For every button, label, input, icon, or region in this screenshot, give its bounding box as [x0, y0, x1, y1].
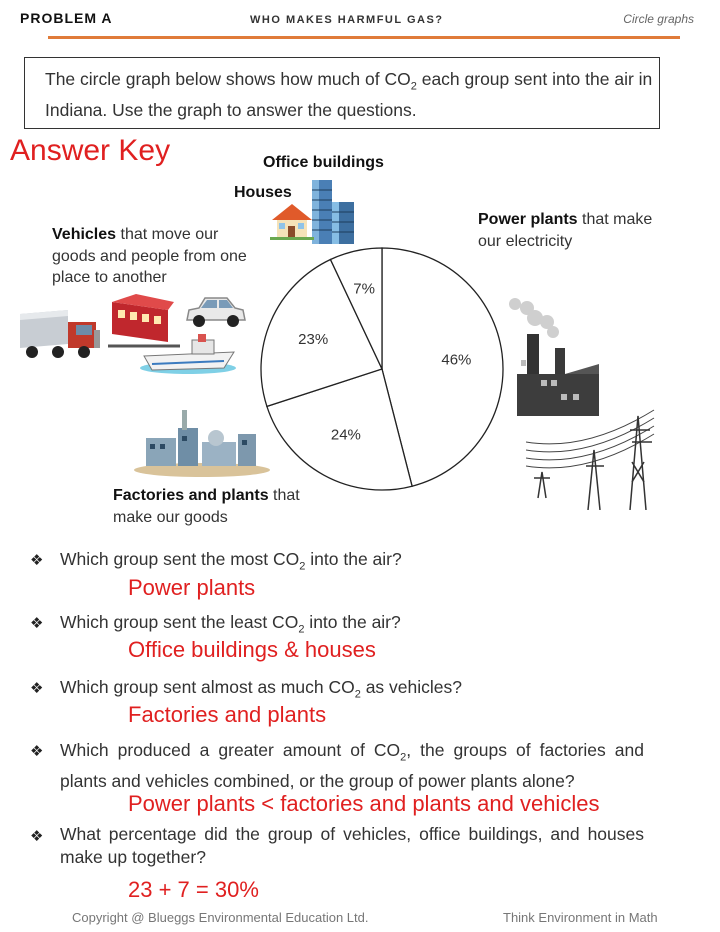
- question-2-pre: Which group sent the least CO: [60, 612, 299, 632]
- factories-icon: [132, 408, 272, 478]
- ship-icon: [138, 330, 238, 376]
- power-lines-icon: [526, 402, 660, 510]
- pie-label-1: 24%: [330, 426, 361, 444]
- label-office-buildings: [263, 152, 384, 174]
- problem-label: PROBLEM A: [20, 10, 113, 26]
- house-icon: [270, 200, 314, 240]
- label-vehicles-bold: Vehicles: [52, 226, 117, 243]
- bullet-icon: ❖: [30, 828, 44, 845]
- label-factories-bold: Factories and plants: [113, 487, 269, 504]
- bullet-icon: ❖: [30, 552, 44, 569]
- worksheet-title: WHO MAKES HARMFUL GAS?: [250, 14, 444, 26]
- intro-text-start: The circle graph below shows how much of CO: [45, 69, 411, 89]
- car-icon: [183, 292, 247, 330]
- question-1: [60, 548, 644, 579]
- question-4: [60, 739, 644, 793]
- question-3-sub: 2: [354, 688, 361, 701]
- question-3-pre: Which group sent almost as much CO: [60, 677, 355, 697]
- question-2-post: into the air?: [304, 612, 401, 632]
- question-4-pre: Which produced a greater amount of CO: [60, 740, 401, 760]
- answer-5: 23 + 7 = 30%: [128, 877, 259, 902]
- question-4-post: , the groups of factories and plants and vehicles combined, or the group of power plants alone?: [60, 740, 644, 791]
- label-vehicles-rest: that move our goods and people from one place to another: [52, 226, 247, 286]
- header-divider: [48, 36, 680, 39]
- label-office-text: Office buildings: [263, 154, 384, 171]
- footer-tagline: Think Environment in Math: [503, 910, 658, 925]
- truck-icon: [18, 310, 102, 360]
- question-1-sub: 2: [299, 560, 306, 573]
- label-houses-text: Houses: [234, 184, 292, 201]
- answer-4: Power plants < factories and plants and vehicles: [128, 791, 600, 816]
- label-power-rest: that make our electricity: [478, 211, 653, 250]
- label-vehicles: [52, 224, 252, 289]
- answer-1: Power plants: [128, 575, 256, 600]
- bullet-icon: ❖: [30, 615, 44, 632]
- intro-subscript: 2: [410, 80, 417, 93]
- bullet-icon: ❖: [30, 743, 44, 760]
- question-4-sub: 2: [400, 751, 407, 764]
- pie-label-2: 23%: [298, 331, 329, 349]
- pie-label-3: 7%: [353, 280, 375, 298]
- question-2-sub: 2: [298, 623, 305, 636]
- question-3-post: as vehicles?: [360, 677, 462, 697]
- topic-label: Circle graphs: [623, 12, 694, 26]
- question-5-pre: What percentage did the group of vehicles, office buildings, and houses make up together?: [60, 824, 644, 867]
- pie-label-0: 46%: [441, 351, 472, 369]
- question-1-post: into the air?: [305, 549, 402, 569]
- intro-box: [24, 57, 660, 129]
- footer-copyright: Copyright @ Blueggs Environmental Education Ltd.: [72, 910, 369, 925]
- pie-chart: [257, 244, 507, 494]
- intro-text-end: each group sent into the air in Indiana. Use the graph to answer the questions.: [45, 69, 653, 120]
- question-1-pre: Which group sent the most CO: [60, 549, 300, 569]
- label-power-plants: [478, 209, 678, 252]
- answer-key-title: Answer Key: [10, 134, 171, 167]
- label-power-bold: Power plants: [478, 211, 578, 228]
- bullet-icon: ❖: [30, 680, 44, 697]
- answer-2: Office buildings & houses: [128, 637, 376, 662]
- answer-3: Factories and plants: [128, 702, 327, 727]
- question-5: [60, 823, 644, 869]
- label-factories-rest: that make our goods: [113, 487, 300, 526]
